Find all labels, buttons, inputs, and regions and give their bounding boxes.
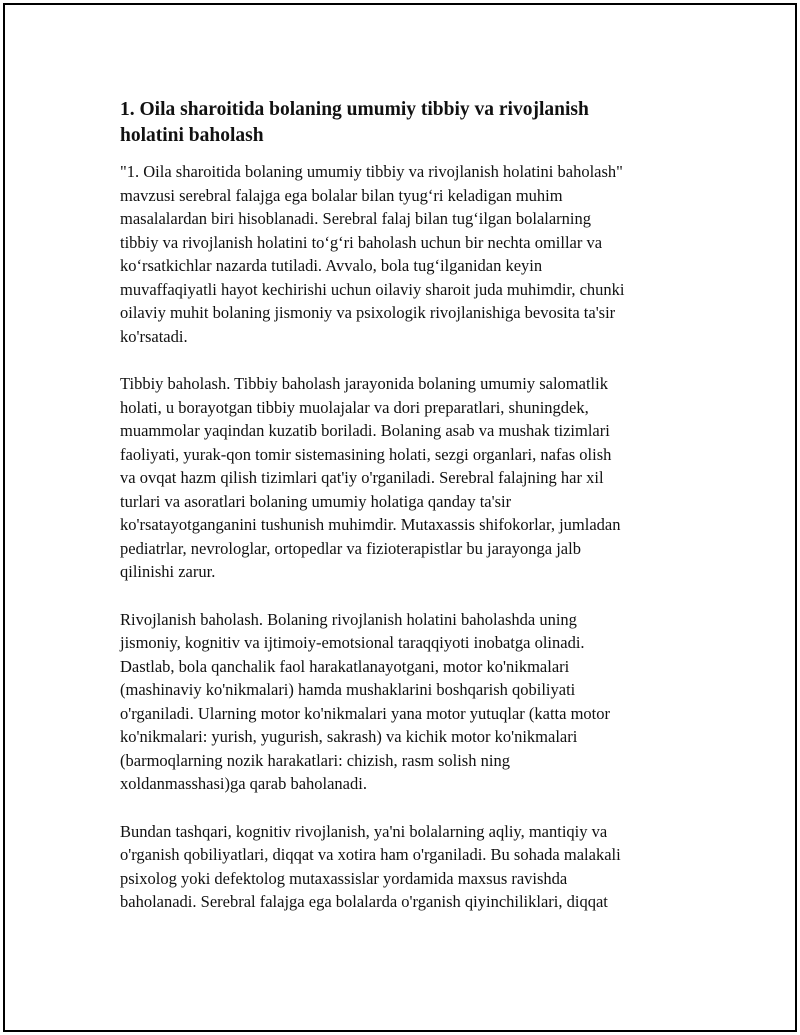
paragraph-line: va ovqat hazm qilish tizimlari qat'iy o'rganiladi. Serebral falajning har xil: [120, 468, 604, 487]
paragraph-line: o'rganish qobiliyatlari, diqqat va xotira ham o'rganiladi. Bu sohada malakali: [120, 845, 621, 864]
paragraph-line: Dastlab, bola qanchalik faol harakatlanayotgani, motor ko'nikmalari: [120, 656, 570, 676]
paragraph-line: ko'rsatayotganganini tushunish muhimdir. Mutaxassis shifokorlar, jumladan: [120, 515, 621, 534]
paragraph-line: psixolog yoki defektolog mutaxassislar yordamida maxsus ravishda: [120, 868, 568, 888]
heading-line: 1. Oila sharoitida bolaning umumiy tibbiy va rivojlanish: [120, 99, 589, 120]
document-body: [120, 97, 690, 938]
paragraph-line: pediatrlar, nevrologlar, ortopedlar va fizioterapistlar bu jarayonga jalb: [120, 538, 581, 558]
paragraph-line: (barmoqlarning nozik harakatlari: chizish, rasm solish ning: [120, 750, 510, 770]
paragraph-line: oilaviy muhit bolaning jismoniy va psixologik rivojlanishiga bevosita ta'sir: [120, 303, 616, 322]
paragraph-line: "1. Oila sharoitida bolaning umumiy tibbiy va rivojlanish holatini baholash": [120, 162, 623, 181]
paragraph-line: masalalardan biri hisoblanadi. Serebral falaj bilan tug‘ilgan bolalarning: [120, 209, 592, 228]
paragraph-line: qilinishi zarur.: [120, 562, 216, 581]
document-page: [3, 3, 797, 1032]
paragraph-line: tibbiy va rivojlanish holatini to‘g‘ri baholash uchun bir nechta omillar va: [120, 232, 603, 252]
paragraph-line: Bundan tashqari, kognitiv rivojlanish, ya'ni bolalarning aqliy, mantiqiy va: [120, 821, 608, 841]
paragraph-development-assessment: [120, 608, 690, 796]
paragraph-line: jismoniy, kognitiv va ijtimoiy-emotsional taraqqiyoti inobatga olinadi.: [120, 633, 585, 652]
paragraph-line: Rivojlanish baholash. Bolaning rivojlanish holatini baholashda uning: [120, 609, 577, 629]
paragraph-line: holati, u borayotgan tibbiy muolajalar va dori preparatlari, shuningdek,: [120, 397, 589, 417]
paragraph-cognitive-development: [120, 820, 690, 914]
paragraph-line: mavzusi serebral falajga ega bolalar bilan tyug‘ri keladigan muhim: [120, 185, 563, 205]
paragraph-line: muammolar yaqindan kuzatib boriladi. Bolaning asab va mushak tizimlari: [120, 421, 610, 440]
paragraph-medical-assessment: [120, 372, 690, 584]
paragraph-line: ko'rsatadi.: [120, 326, 188, 346]
paragraph-line: o'rganiladi. Ularning motor ko'nikmalari yana motor yutuqlar (katta motor: [120, 703, 610, 723]
section-heading: [120, 97, 690, 149]
heading-line: holatini baholash: [120, 125, 264, 146]
paragraph-line: faoliyati, yurak-qon tomir sistemasining holati, sezgi organlari, nafas olish: [120, 444, 612, 464]
paragraph-line: xoldanmasshasi)ga qarab baholanadi.: [120, 774, 367, 793]
paragraph-intro: [120, 160, 690, 348]
paragraph-line: ko‘rsatkichlar nazarda tutiladi. Avvalo, bola tug‘ilganidan keyin: [120, 256, 543, 275]
paragraph-line: baholanadi. Serebral falajga ega bolalarda o'rganish qiyinchiliklari, diqqat: [120, 892, 608, 911]
paragraph-line: turlari va asoratlari bolaning umumiy holatiga qanday ta'sir: [120, 491, 512, 511]
paragraph-line: muvaffaqiyatli hayot kechirishi uchun oilaviy sharoit juda muhimdir, chunki: [120, 279, 625, 299]
paragraph-line: Tibbiy baholash. Tibbiy baholash jarayonida bolaning umumiy salomatlik: [120, 374, 608, 393]
paragraph-line: ko'nikmalari: yurish, yugurish, sakrash) va kichik motor ko'nikmalari: [120, 727, 578, 746]
paragraph-line: (mashinaviy ko'nikmalari) hamda mushaklarini boshqarish qobiliyati: [120, 680, 576, 699]
